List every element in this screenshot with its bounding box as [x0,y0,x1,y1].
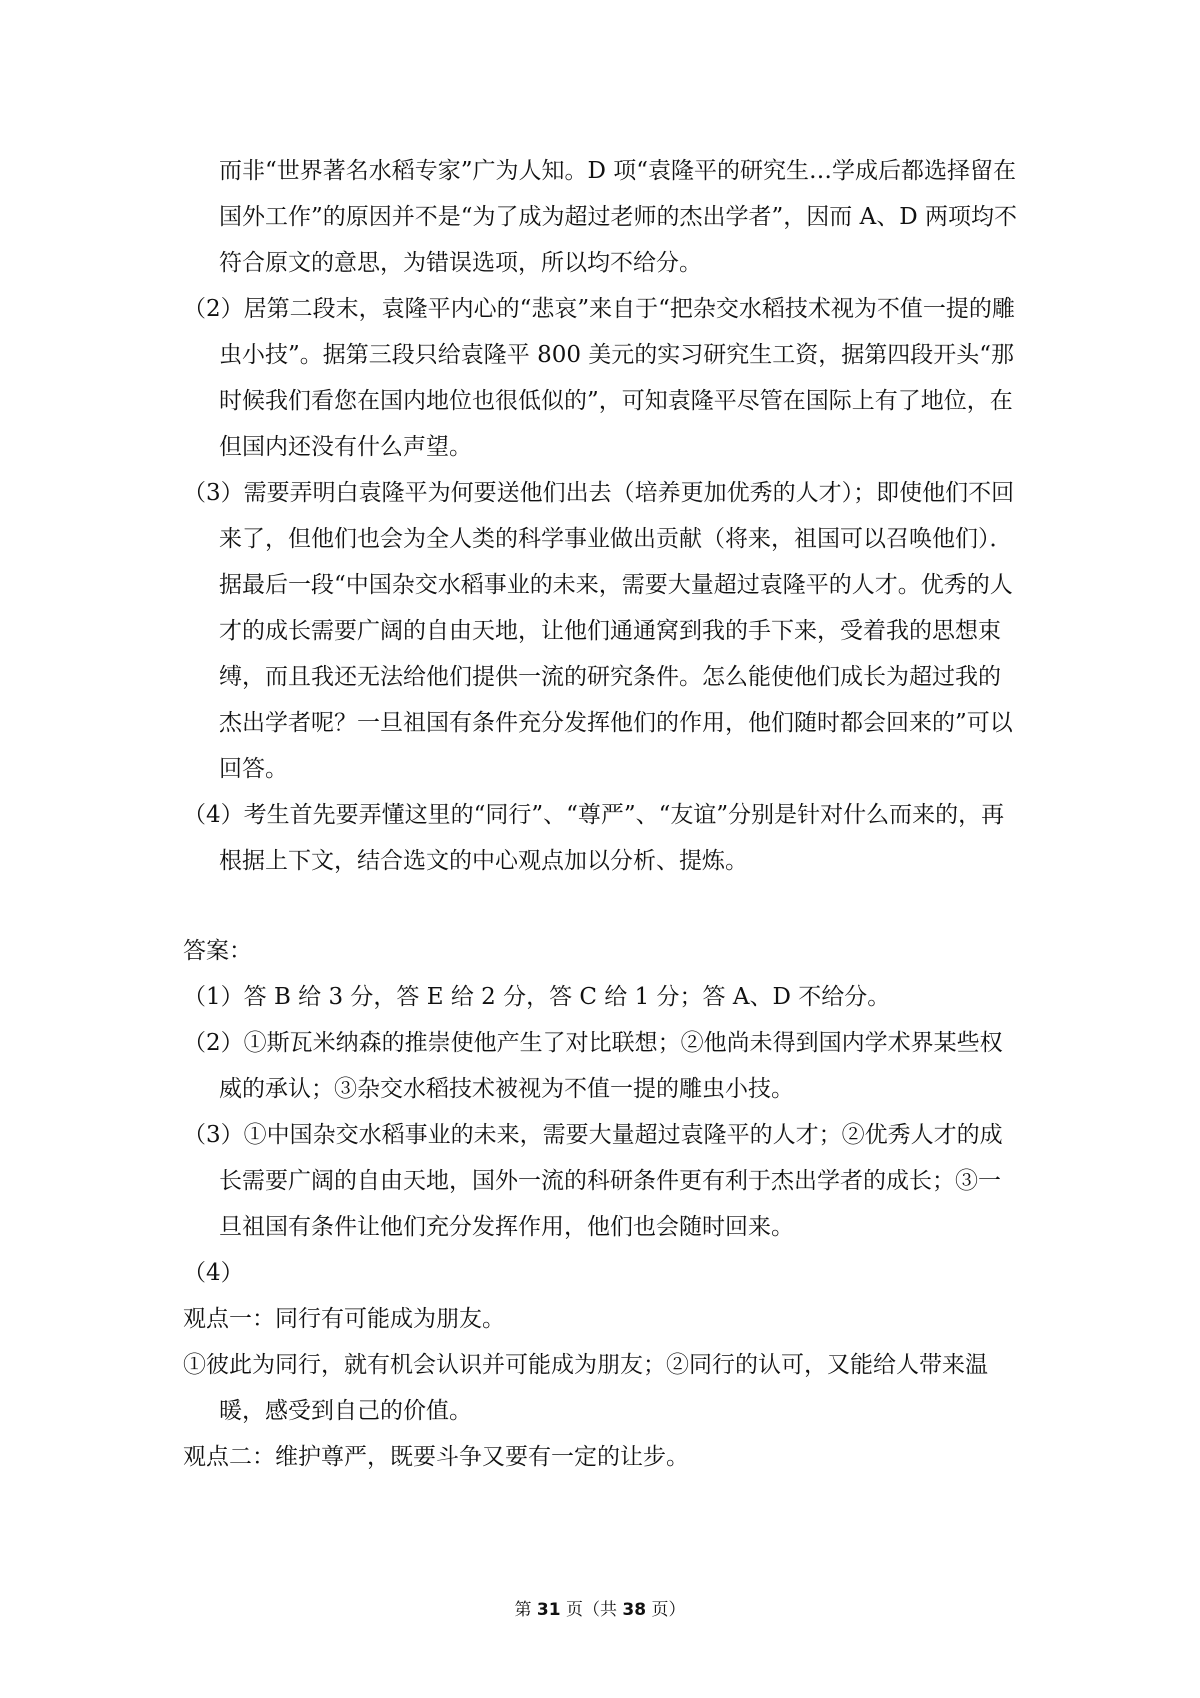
answer-item-2: （2）①斯瓦米纳森的推崇使他产生了对比联想；②他尚未得到国内学术界某些权威的承认；③杂交水稻技术被视为不值一提的雕虫小技。 [183,1030,1003,1102]
answer-item-1: （1）答 B 给 3 分，答 E 给 2 分，答 C 给 1 分；答 A、D 不给分。 [183,984,891,1010]
answer-item-3: （3）①中国杂交水稻事业的未来，需要大量超过袁隆平的人才；②优秀人才的成长需要广阔的自由天地，国外一流的科研条件更有利于杰出学者的成长；③一旦祖国有条件让他们充分发挥作用，他们也会随时回来。 [183,1122,1003,1240]
footer-prefix: 第 [514,1600,537,1620]
analysis-continued-paragraph: 而非“世界著名水稻专家”广为人知。D 项“袁隆平的研究生…学成后都选择留在国外工作”的原因并不是“为了成为超过老师的杰出学者”，因而 A、D 两项均不符合原文的意思，为错误选项，所以均不给分。 [219,158,1017,276]
footer-total-pages: 38 [622,1600,647,1620]
footer-page-number: 31 [536,1600,561,1620]
footer-middle: 页（共 [560,1600,623,1620]
analysis-item-2: （2）居第二段末，袁隆平内心的“悲哀”来自于“把杂交水稻技术视为不值一提的雕虫小技”。据第三段只给袁隆平 800 美元的实习研究生工资，据第四段开头“那时候我们看您在国内地位也很低似的”，可知袁隆平尽管在国际上有了地位，在但国内还没有什么声望。 [183,296,1015,460]
section-gap [183,884,1023,928]
footer-suffix: 页） [646,1600,686,1620]
analysis-item-4: （4）考生首先要弄懂这里的“同行”、“尊严”、“友谊”分别是针对什么而来的，再根据上下文，结合选文的中心观点加以分析、提炼。 [183,802,1005,874]
view-one-title: 观点一：同行有可能成为朋友。 [183,1306,505,1332]
answer-heading: 答案： [183,938,252,964]
page-content [183,148,1023,1480]
answer-item-4: （4） [183,1260,244,1286]
page-footer [0,1598,1200,1622]
view-one-body: ①彼此为同行，就有机会认识并可能成为朋友；②同行的认可，又能给人带来温暖，感受到自己的价值。 [183,1352,988,1424]
analysis-item-3: （3）需要弄明白袁隆平为何要送他们出去（培养更加优秀的人才）；即使他们不回来了，但他们也会为全人类的科学事业做出贡献（将来，祖国可以召唤他们）．据最后一段“中国杂交水稻事业的未来，需要大量超过袁隆平的人才。优秀的人才的成长需要广阔的自由天地，让他们通通窝到我的手下来，受着我的思想束缚，而且我还无法给他们提供一流的研究条件。怎么能使他们成长为超过我的杰出学者呢？一旦祖国有条件充分发挥他们的作用，他们随时都会回来的”可以回答。 [183,480,1015,782]
view-two-title: 观点二：维护尊严，既要斗争又要有一定的让步。 [183,1444,689,1470]
